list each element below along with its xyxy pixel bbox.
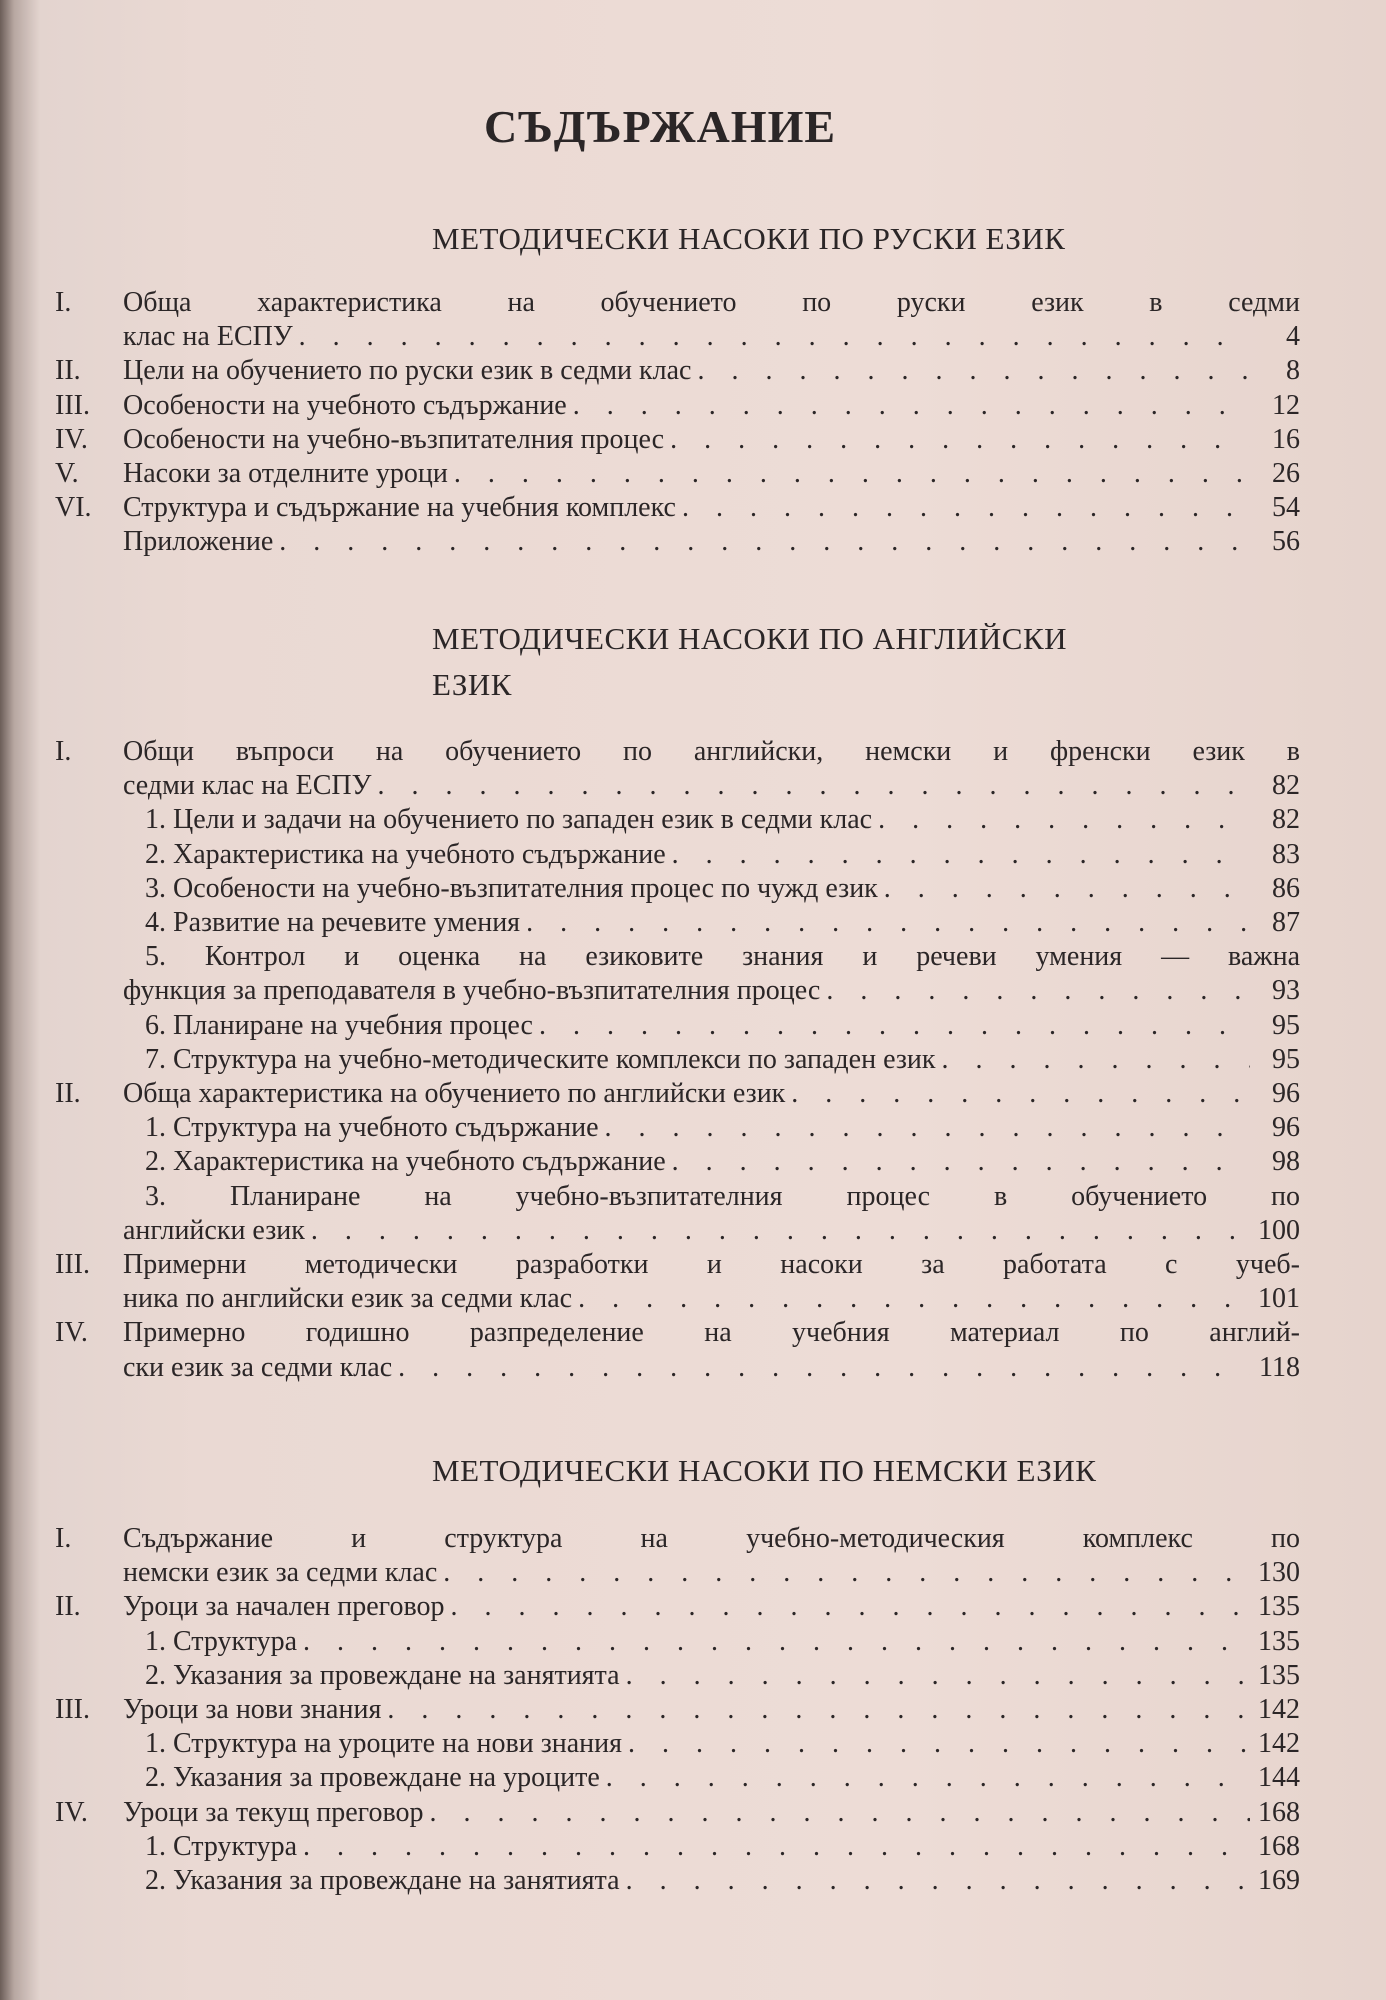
page-number: 169 <box>1258 1865 1300 1897</box>
section-heading-line: МЕТОДИЧЕСКИ НАСОКИ ПО НЕМСКИ ЕЗИК <box>432 1453 1097 1488</box>
toc-entry <box>55 457 1300 491</box>
dot-leader <box>620 1864 1250 1898</box>
toc-entry-text: Приложение <box>123 526 274 558</box>
toc-entry-line <box>145 1864 1300 1898</box>
toc-section-russian <box>55 286 1300 560</box>
section-heading-line: МЕТОДИЧЕСКИ НАСОКИ ПО РУСКИ ЕЗИК <box>432 221 1066 256</box>
toc-entry-line <box>123 354 1300 388</box>
toc-entry <box>55 1761 1300 1795</box>
toc-section-german <box>55 1522 1300 1898</box>
toc-entry <box>55 354 1300 388</box>
page-number: 12 <box>1272 389 1300 421</box>
toc-entry-text: Уроци за начален преговор <box>123 1591 445 1623</box>
toc-entry <box>55 389 1300 423</box>
page-number: 142 <box>1258 1728 1300 1760</box>
toc-entry <box>55 838 1300 872</box>
page-number: 16 <box>1272 423 1300 455</box>
page-number: 86 <box>1272 872 1300 904</box>
toc-entry-text: 6. Планиране на учебния процес <box>145 1009 533 1041</box>
toc-entry-text: клас на ЕСПУ <box>123 321 293 353</box>
toc-entry-text: 3. Планиране на учебно-възпитателния процес в обучението по <box>145 1180 1300 1212</box>
toc-entry <box>55 872 1300 906</box>
chapter-number: IV. <box>55 1317 88 1349</box>
toc-entry-line <box>123 1693 1300 1727</box>
toc-entry-line <box>123 1282 1300 1316</box>
toc-entry-text: английски език <box>123 1214 305 1246</box>
page-number: 95 <box>1272 1009 1300 1041</box>
page-number: 4 <box>1286 321 1300 353</box>
toc-entry-line <box>123 1316 1300 1350</box>
chapter-number: III. <box>55 1249 90 1281</box>
toc-entry-line <box>145 906 1300 940</box>
toc-entry-text: Примерно годишно разпределение на учебния материал по англий- <box>123 1317 1300 1349</box>
toc-entry-line <box>145 1111 1300 1145</box>
dot-leader <box>664 423 1250 457</box>
dot-leader <box>567 389 1250 423</box>
toc-entry <box>55 1693 1300 1727</box>
toc-entry <box>55 940 1300 1008</box>
toc-entry-line <box>123 286 1300 320</box>
toc-entry-line <box>145 872 1300 906</box>
toc-entry-text: Уроци за текущ преговор <box>123 1796 424 1828</box>
toc-entry-text: 7. Структура на учебно-методическите комплекси по западен език <box>145 1043 936 1075</box>
page-number: 82 <box>1272 770 1300 802</box>
chapter-number: V. <box>55 458 79 490</box>
toc-entry-line <box>145 1830 1300 1864</box>
page-number: 135 <box>1258 1659 1300 1691</box>
page-number: 118 <box>1259 1351 1300 1383</box>
toc-entry-line <box>123 769 1300 803</box>
dot-leader <box>878 872 1250 906</box>
dot-leader <box>297 1625 1250 1659</box>
toc-entry <box>55 803 1300 837</box>
toc-entry-line <box>145 1009 1300 1043</box>
toc-entry-line <box>145 940 1300 974</box>
toc-entry-text: Общи въпроси на обучението по английски, немски и френски език в <box>123 736 1300 767</box>
chapter-number: I. <box>55 287 72 318</box>
page-number: 142 <box>1258 1694 1300 1726</box>
toc-entry-text: 1. Структура <box>145 1830 298 1862</box>
toc-entry-line <box>123 1248 1300 1282</box>
chapter-number: III. <box>55 1694 90 1726</box>
chapter-number: II. <box>55 1591 81 1623</box>
toc-entry <box>55 491 1300 525</box>
toc-entry-line <box>123 1556 1300 1590</box>
toc-entry-text: Особености на учебно-възпитателния процес <box>123 423 665 455</box>
page-number: 168 <box>1258 1796 1300 1828</box>
toc-entry-line <box>123 320 1300 354</box>
toc-entry <box>55 1522 1300 1590</box>
toc-entry-line <box>123 1214 1300 1248</box>
page-number: 144 <box>1258 1762 1300 1794</box>
section-heading-line: МЕТОДИЧЕСКИ НАСОКИ ПО АНГЛИЙСКИ <box>432 621 1068 656</box>
page-number: 135 <box>1258 1625 1300 1657</box>
toc-entry-text: Структура и съдържание на учебния комплекс <box>123 492 676 524</box>
toc-entry-text: Съдържание и структура на учебно-методическия комплекс по <box>123 1523 1300 1554</box>
chapter-number: I. <box>55 1523 72 1554</box>
page-number: 26 <box>1272 458 1300 490</box>
toc-entry-text: 1. Структура на уроците на нови знания <box>145 1728 623 1760</box>
page-number: 83 <box>1272 838 1300 870</box>
toc-entry-line <box>123 1351 1300 1385</box>
page-number: 93 <box>1272 975 1300 1007</box>
toc-entry-text: Обща характеристика на обучението по руски език в седми <box>123 287 1300 318</box>
toc-entry <box>55 286 1300 354</box>
toc-entry-line <box>123 974 1300 1008</box>
toc-entry <box>55 1796 1300 1830</box>
toc-entry-line <box>145 1727 1300 1761</box>
page-number: 87 <box>1272 907 1300 939</box>
section-heading-line: ЕЗИК <box>432 667 512 702</box>
dot-leader <box>297 1830 1250 1864</box>
dot-leader <box>381 1693 1250 1727</box>
toc-entry-text: 4. Развитие на речевите умения <box>145 907 521 939</box>
toc-entry-text: 2. Характеристика на учебното съдържание <box>145 838 666 870</box>
toc-entry <box>55 1830 1300 1864</box>
page-number: 130 <box>1258 1557 1300 1589</box>
toc-entry <box>55 906 1300 940</box>
page-number: 135 <box>1258 1591 1300 1623</box>
dot-leader <box>371 769 1250 803</box>
toc-entry-text: 2. Указания за провеждане на занятията <box>145 1659 620 1691</box>
dot-leader <box>691 354 1250 388</box>
dot-leader <box>448 457 1250 491</box>
chapter-number: II. <box>55 355 81 387</box>
toc-entry <box>55 1077 1300 1111</box>
section-heading-german <box>432 1448 1096 1494</box>
toc-entry <box>55 525 1300 559</box>
toc-entry-line <box>145 1180 1300 1214</box>
dot-leader <box>437 1556 1250 1590</box>
toc-entry <box>55 423 1300 457</box>
toc-entry-text: Насоки за отделните уроци <box>123 458 448 490</box>
dot-leader <box>666 838 1250 872</box>
dot-leader <box>520 906 1250 940</box>
page-number: 56 <box>1272 526 1300 558</box>
toc-entry <box>55 1248 1300 1316</box>
toc-entry-text: Особености на учебното съдържание <box>123 389 567 421</box>
chapter-number: IV. <box>55 423 88 455</box>
chapter-number: III. <box>55 389 90 421</box>
dot-leader <box>622 1727 1250 1761</box>
page-number: 82 <box>1272 804 1300 836</box>
toc-entry-line <box>123 1522 1300 1556</box>
toc-entry <box>55 1009 1300 1043</box>
dot-leader <box>293 320 1250 354</box>
chapter-number: VI. <box>55 492 92 524</box>
toc-entry-line <box>145 1659 1300 1693</box>
dot-leader <box>305 1214 1250 1248</box>
toc-entry-text: 2. Характеристика на учебното съдържание <box>145 1146 666 1178</box>
toc-entry-line <box>145 1625 1300 1659</box>
toc-entry-text: немски език за седми клас <box>123 1557 438 1589</box>
dot-leader <box>676 491 1250 525</box>
dot-leader <box>533 1009 1250 1043</box>
toc-entry-text: ски език за седми клас <box>123 1351 393 1383</box>
chapter-number: IV. <box>55 1796 88 1828</box>
dot-leader <box>599 1111 1251 1145</box>
toc-entry-text: Уроци за нови знания <box>123 1694 382 1726</box>
toc-entry <box>55 1590 1300 1624</box>
chapter-number: I. <box>55 736 72 767</box>
toc-entry-line <box>145 1043 1300 1077</box>
toc-entry <box>55 1043 1300 1077</box>
dot-leader <box>620 1659 1250 1693</box>
page-number: 96 <box>1272 1078 1300 1110</box>
section-heading-russian <box>432 216 1065 262</box>
toc-entry-line <box>123 389 1300 423</box>
toc-entry <box>55 1659 1300 1693</box>
toc-entry-text: функция за преподавателя в учебно-възпитателния процес <box>123 975 821 1007</box>
dot-leader <box>423 1796 1250 1830</box>
toc-entry-line <box>123 1077 1300 1111</box>
dot-leader <box>936 1043 1250 1077</box>
toc-entry-line <box>145 838 1300 872</box>
toc-entry-text: 2. Указания за провеждане на занятията <box>145 1865 620 1897</box>
dot-leader <box>273 525 1250 559</box>
toc-entry-text: 5. Контрол и оценка на езиковите знания и речеви умения — важна <box>145 941 1300 973</box>
toc-entry-line <box>123 525 1300 559</box>
toc-entry <box>55 1727 1300 1761</box>
toc-entry-line <box>123 491 1300 525</box>
toc-entry-line <box>123 1590 1300 1624</box>
toc-entry-text: Обща характеристика на обучението по английски език <box>123 1078 786 1110</box>
dot-leader <box>785 1077 1250 1111</box>
dot-leader <box>444 1590 1250 1624</box>
toc-entry-text: 1. Цели и задачи на обучението по западен език в седми клас <box>145 804 873 836</box>
toc-entry-line <box>145 803 1300 837</box>
toc-entry-text: седми клас на ЕСПУ <box>123 770 372 802</box>
dot-leader <box>572 1282 1250 1316</box>
toc-entry-text: ника по английски език за седми клас <box>123 1283 573 1315</box>
page-number: 8 <box>1286 355 1300 387</box>
page-number: 95 <box>1272 1043 1300 1075</box>
toc-entry-line <box>145 1145 1300 1179</box>
toc-entry <box>55 1145 1300 1179</box>
toc-entry-line <box>123 423 1300 457</box>
toc-entry <box>55 1625 1300 1659</box>
toc-entry-text: 1. Структура <box>145 1625 298 1657</box>
toc-entry <box>55 1111 1300 1145</box>
page-number: 96 <box>1272 1112 1300 1144</box>
toc-entry <box>55 1316 1300 1384</box>
page-number: 98 <box>1272 1146 1300 1178</box>
dot-leader <box>392 1351 1250 1385</box>
toc-entry <box>55 1864 1300 1898</box>
toc-entry-text: Примерни методически разработки и насоки за работата с учеб- <box>123 1249 1300 1281</box>
chapter-number: II. <box>55 1078 81 1110</box>
toc-entry-line <box>123 1796 1300 1830</box>
toc-section-english <box>55 735 1300 1385</box>
toc-entry <box>55 735 1300 803</box>
page-title: СЪДЪРЖАНИЕ <box>483 101 837 152</box>
section-heading-english <box>432 616 1067 708</box>
toc-entry-text: 2. Указания за провеждане на уроците <box>145 1762 600 1794</box>
page-number: 101 <box>1258 1283 1300 1315</box>
toc-entry-text: Цели на обучението по руски език в седми клас <box>123 355 692 387</box>
toc-entry-line <box>123 457 1300 491</box>
toc-entry-text: 1. Структура на учебното съдържание <box>145 1112 599 1144</box>
page-number: 54 <box>1272 492 1300 524</box>
dot-leader <box>600 1761 1250 1795</box>
toc-entry <box>55 1180 1300 1248</box>
dot-leader <box>820 974 1250 1008</box>
toc-entry-text: 3. Особености на учебно-възпитателния процес по чужд език <box>145 872 878 904</box>
page-number: 168 <box>1258 1830 1300 1862</box>
page-number: 100 <box>1258 1214 1300 1246</box>
toc-entry-line <box>123 735 1300 769</box>
dot-leader <box>872 803 1250 837</box>
toc-entry-line <box>145 1761 1300 1795</box>
dot-leader <box>666 1145 1250 1179</box>
